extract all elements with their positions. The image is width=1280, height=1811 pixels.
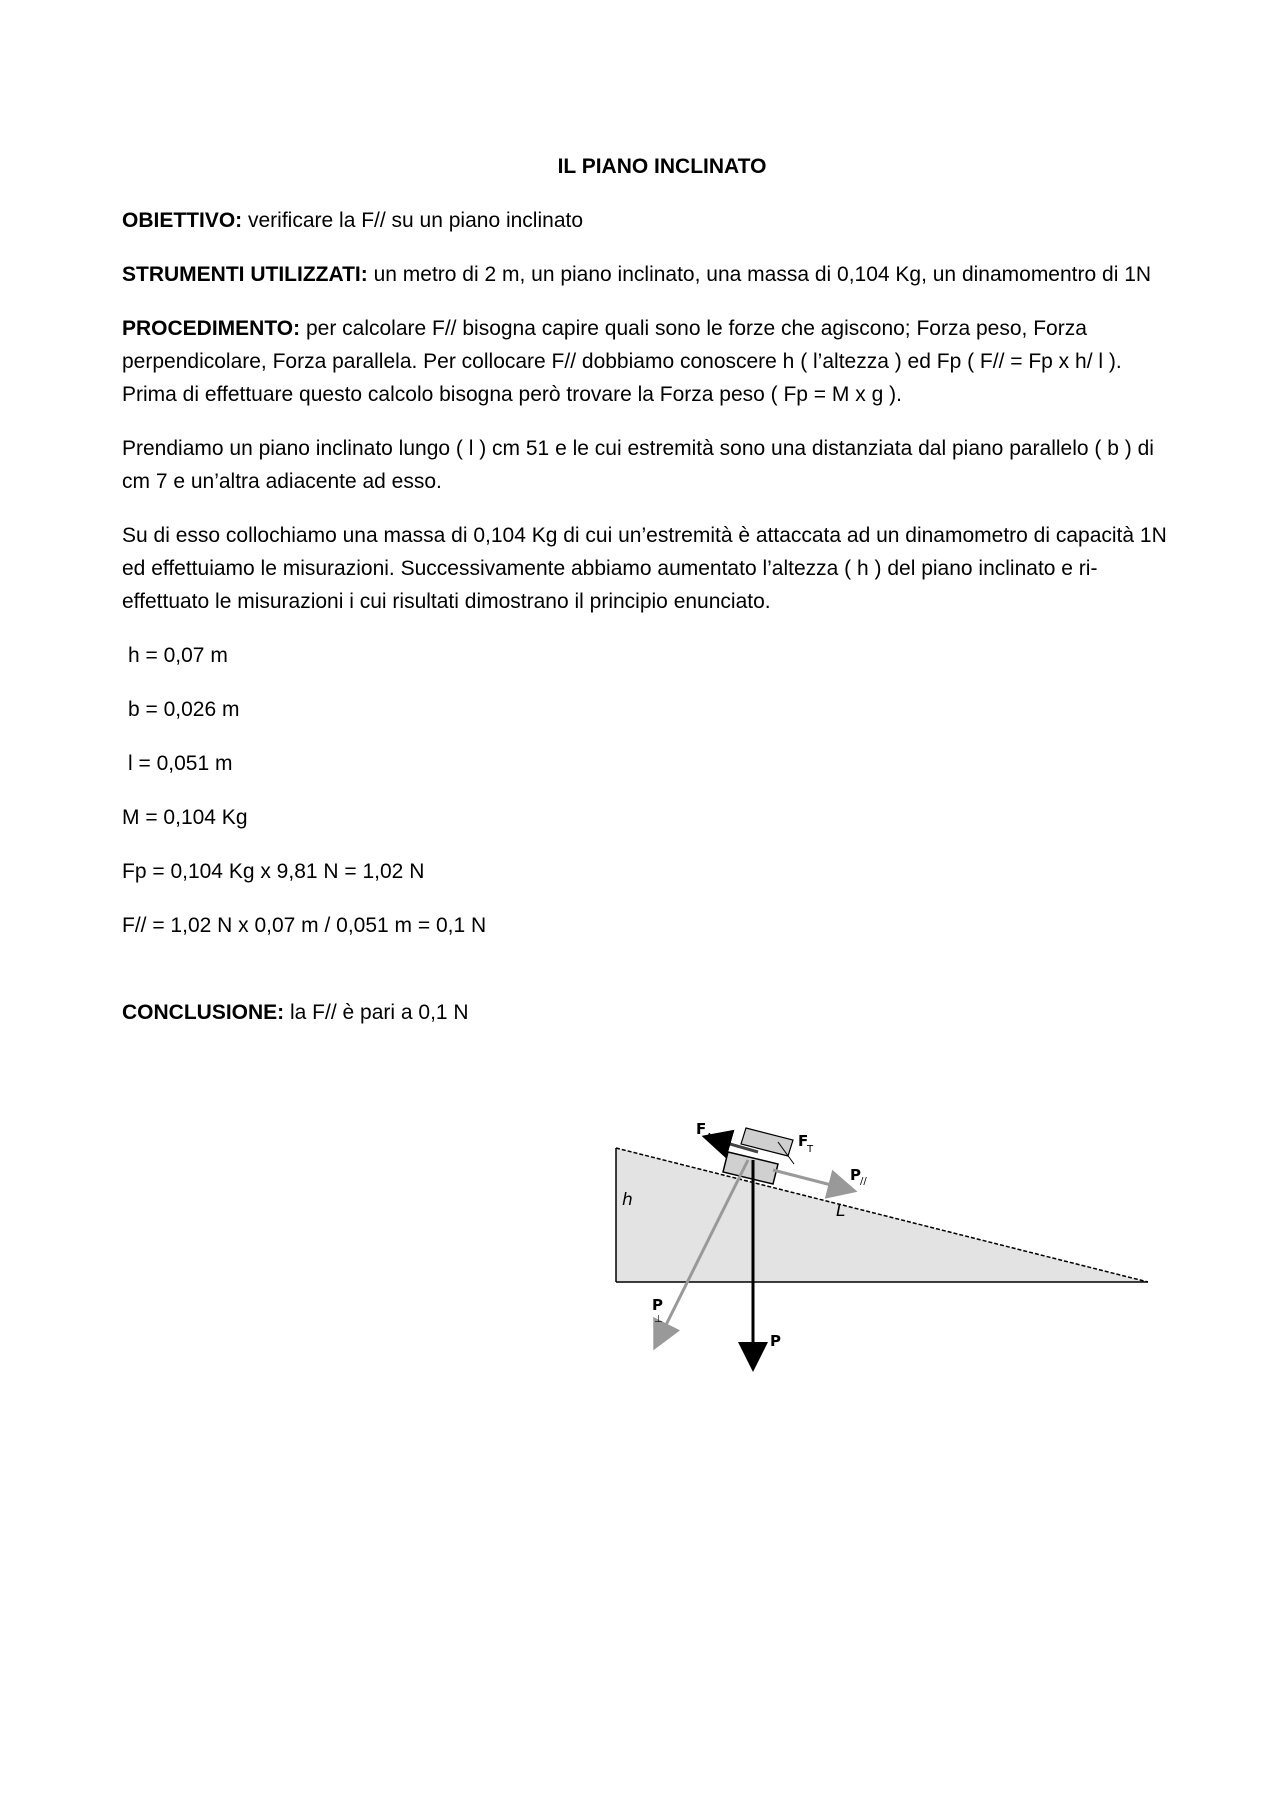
label-p-perpendicular-sub: ⊥ bbox=[654, 1314, 663, 1325]
strumenti-text: un metro di 2 m, un piano inclinato, una massa di 0,104 Kg, un dinamomentro di 1N bbox=[367, 263, 1152, 286]
label-fa-sub: A bbox=[706, 1132, 713, 1143]
formula-l: l = 0,051 m bbox=[128, 752, 233, 775]
page-title: IL PIANO INCLINATO bbox=[557, 155, 767, 178]
conclusione-text: la F// è pari a 0,1 N bbox=[284, 1001, 469, 1024]
formula-m: M = 0,104 Kg bbox=[122, 806, 248, 829]
label-p: P bbox=[770, 1332, 781, 1350]
document-page bbox=[122, 150, 1172, 1050]
procedimento-text: per calcolare F// bisogna capire quali sono le forze che agiscono; Forza peso, Forza perpendicolare, Forza parallela. Per collocare F// dobbiamo conoscere h ( l’altezza ) ed Fp ( F// = Fp x h/ l ). Prima di effettuare questo calcolo bisogna però trovare la Forza peso ( Fp = M x g ). bbox=[122, 317, 1122, 406]
description-paragraph-1: Prendiamo un piano inclinato lungo ( l ) cm 51 e le cui estremità sono una distanziata dal piano parallelo ( b ) di cm 7 e un’altra adiacente ad esso. bbox=[122, 437, 1154, 493]
strumenti-paragraph bbox=[122, 258, 1172, 291]
obiettivo-text: verificare la F// su un piano inclinato bbox=[242, 209, 584, 232]
arrow-p-parallel bbox=[773, 1170, 843, 1188]
procedimento-label: PROCEDIMENTO: bbox=[122, 317, 301, 340]
label-ft-sub: T bbox=[807, 1144, 814, 1155]
formula-fparallel: F// = 1,02 N x 0,07 m / 0,051 m = 0,1 N bbox=[122, 914, 487, 937]
formula-b: b = 0,026 m bbox=[128, 698, 240, 721]
label-fa: F bbox=[696, 1120, 707, 1138]
formula-h: h = 0,07 m bbox=[128, 644, 228, 667]
conclusione-paragraph bbox=[122, 996, 1172, 1029]
label-p-parallel-sub: // bbox=[860, 1176, 867, 1187]
obiettivo-label: OBIETTIVO: bbox=[122, 209, 243, 232]
label-p-parallel: P bbox=[850, 1166, 861, 1184]
label-h: h bbox=[622, 1190, 633, 1210]
description-paragraph-2: Su di esso collochiamo una massa di 0,104 Kg di cui un’estremità è attaccata ad un dinamometro di capacità 1N ed effettuiamo le misurazioni. Successivamente abbiamo aumentato l’altezza ( h ) del piano inclinato e ri-effettuato le misurazioni i cui risultati dimostrano il principio enunciato. bbox=[122, 524, 1167, 613]
inclined-plane-figure bbox=[608, 1112, 1168, 1372]
label-p-perpendicular: P bbox=[652, 1296, 663, 1314]
strumenti-label: STRUMENTI UTILIZZATI: bbox=[122, 263, 368, 286]
conclusione-label: CONCLUSIONE: bbox=[122, 1001, 285, 1024]
formula-fp: Fp = 0,104 Kg x 9,81 N = 1,02 N bbox=[122, 860, 425, 883]
procedimento-paragraph bbox=[122, 312, 1172, 411]
inclined-plane-diagram bbox=[608, 1112, 1168, 1372]
label-ft: F bbox=[798, 1132, 809, 1150]
label-L: L bbox=[836, 1201, 846, 1221]
obiettivo-paragraph bbox=[122, 204, 1172, 237]
